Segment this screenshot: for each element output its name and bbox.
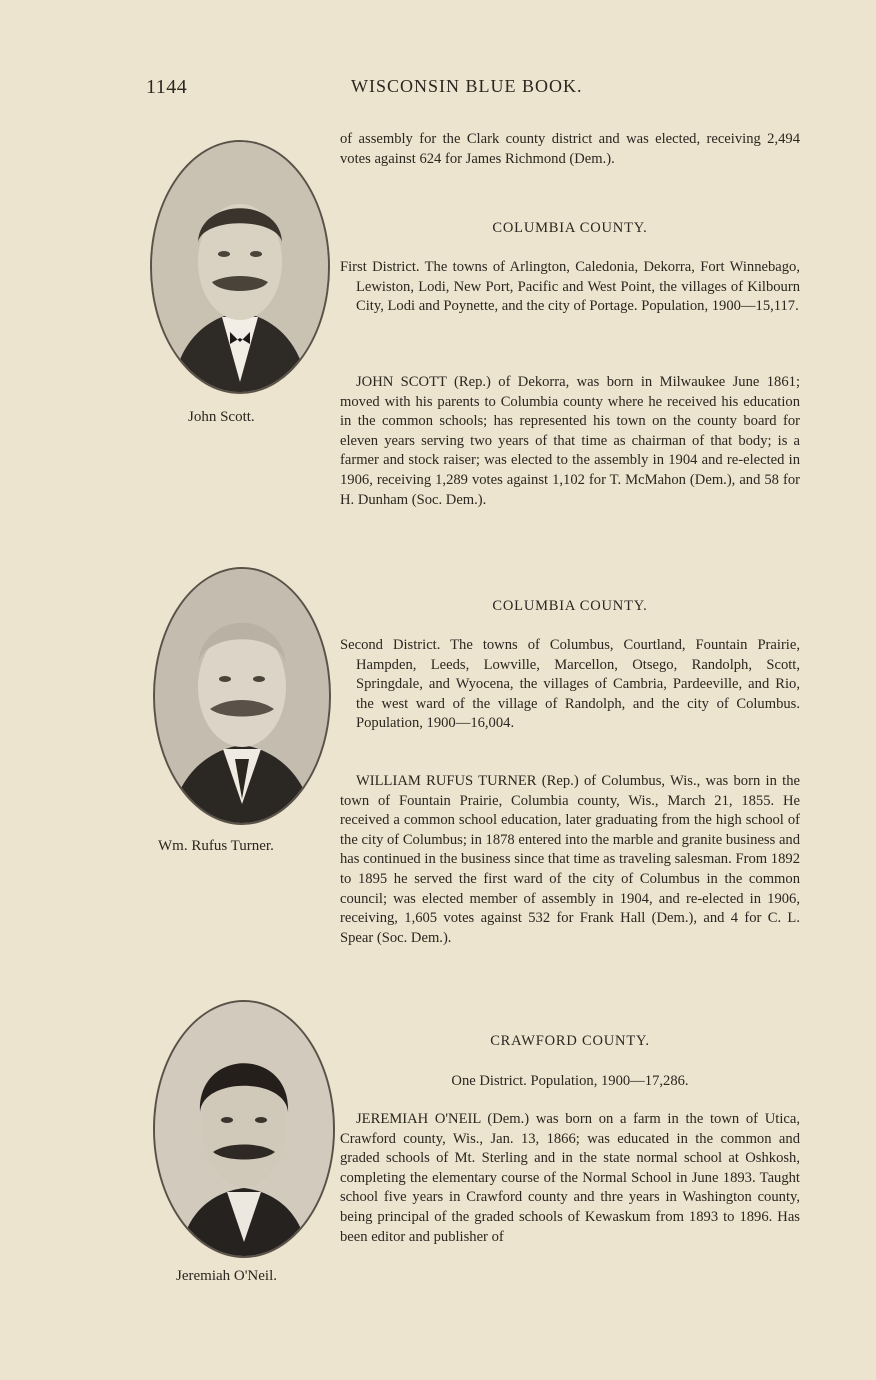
section-heading: COLUMBIA COUNTY. [492, 220, 648, 236]
page-header [146, 76, 806, 102]
district-paragraph: Second District. The towns of Columbus, Courtland, Fountain Prairie, Hampden, Leeds, Lowville, Marcellon, Otsego, Randolph, Scott, Springdale, and Wyocena, the villages of Cambria, Pardeeville, and Rio, the west ward of the village of Randolph, and the city of Columbus. Population, 1900—16,004. [340, 637, 800, 732]
biography-john-scott [340, 373, 800, 510]
text-block-continuation [340, 130, 800, 169]
biography-paragraph: WILLIAM RUFUS TURNER (Rep.) of Columbus, Wis., was born in the town of Fountain Prairie, Columbia county, Wis., March 21, 1855. He received a common school education, later graduating from the high school of the city of Columbus; in 1878 entered into the marble and granite business and has continued in the business since that time as traveling salesman. From 1892 to 1895 he served the first ward of the city of Columbus in the common council; was elected member of assembly in 1904, and re-elected in 1906, receiving, 1,605 votes against 532 for Frank Hall (Dem.), and 4 for C. L. Spear (Soc. Dem.). [340, 773, 801, 946]
portrait-photo [153, 1000, 335, 1258]
biography-jeremiah-oneil [340, 1110, 800, 1247]
district-paragraph: First District. The towns of Arlington, Caledonia, Dekorra, Fort Winnebago, Lewiston, Lodi, New Port, Pacific and West Point, the villages of Kilbourn City, Lodi and Poynette, and the city of Portage. Population, 1900—15,117. [340, 259, 800, 315]
portrait-jeremiah-oneil [153, 1000, 335, 1258]
district-paragraph: One District. Population, 1900—17,286. [451, 1073, 689, 1089]
district-description [340, 258, 800, 317]
biography-wm-rufus-turner [340, 772, 800, 948]
portrait-caption: Jeremiah O'Neil. [176, 1268, 278, 1284]
section-columbia-first [340, 219, 800, 239]
running-title: WISCONSIN BLUE BOOK. [351, 76, 583, 96]
portrait-caption: John Scott. [188, 409, 255, 425]
continuation-paragraph: of assembly for the Clark county district and was elected, receiving 2,494 votes against 624 for James Richmond (Dem.). [340, 131, 800, 167]
biography-paragraph: JOHN SCOTT (Rep.) of Dekorra, was born in Milwaukee June 1861; moved with his parents to Columbia county where he received his education in the common schools; has represented his town on the county board for eleven years serving two years of that time as chairman of that body; is a farmer and stock raiser; was elected to the assembly in 1904 and re-elected in 1906, receiving 1,289 votes against 1,102 for T. McMahon (Dem.), and 58 for H. Dunham (Soc. Dem.). [340, 374, 800, 508]
section-columbia-second [340, 597, 800, 617]
page-number: 1144 [146, 76, 188, 98]
portrait-photo [153, 567, 331, 825]
district-description [340, 636, 800, 734]
section-heading: COLUMBIA COUNTY. [492, 598, 648, 614]
section-crawford [340, 1032, 800, 1052]
district-description [340, 1072, 800, 1092]
portrait-photo [150, 140, 330, 394]
portrait-caption: Wm. Rufus Turner. [158, 838, 274, 854]
section-heading: CRAWFORD COUNTY. [490, 1033, 650, 1049]
portrait-john-scott [150, 140, 330, 394]
biography-paragraph: JEREMIAH O'NEIL (Dem.) was born on a farm in the town of Utica, Crawford county, Wis., Jan. 13, 1866; was educated in the common and graded schools of Mt. Sterling and in the state normal school at Oshkosh, completing the elementary course of the Normal School in June 1893. Taught school five years in Crawford county and thre years in Washington county, being principal of the graded schools of Kewaskum from 1893 to 1896. Has been editor and publisher of [340, 1111, 800, 1245]
portrait-wm-rufus-turner [153, 567, 331, 825]
